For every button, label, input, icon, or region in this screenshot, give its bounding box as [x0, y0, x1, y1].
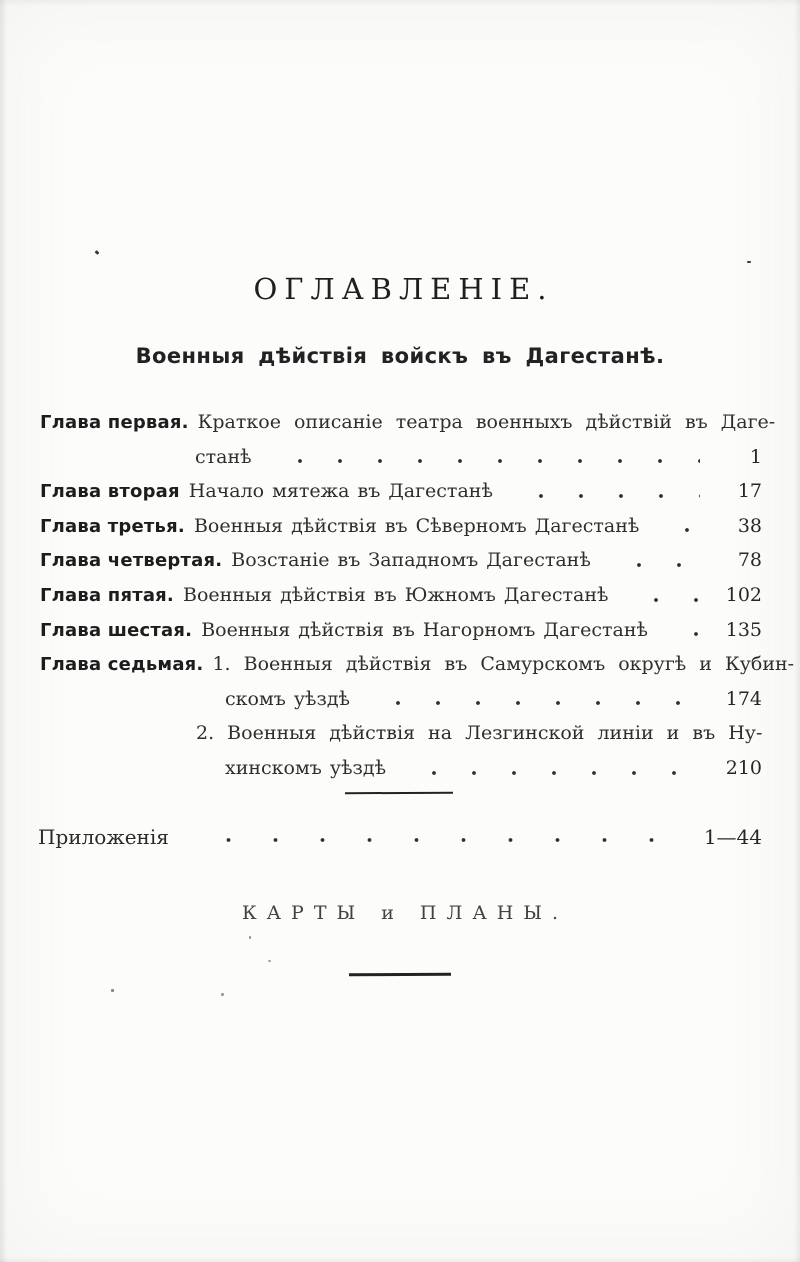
scan-speck	[111, 989, 114, 992]
page-title: ОГЛАВЛЕНІЕ.	[253, 272, 554, 306]
table-of-contents	[40, 405, 795, 786]
chapter-label: Глава четвертая.	[40, 550, 223, 572]
toc-row	[40, 543, 762, 578]
dot-leaders	[366, 682, 700, 717]
chapter-title-continued: станѣ	[195, 445, 252, 468]
appendix-label: Приложенія	[38, 825, 169, 849]
chapter-title: 2. Военныя дѣйствія на Лезгинской линіи и въ Ну-	[196, 722, 763, 745]
chapter-label: Глава седьмая.	[40, 654, 204, 676]
page-number: 1	[749, 445, 762, 468]
chapter-label: Глава первая.	[40, 412, 189, 433]
toc-row	[40, 578, 762, 613]
scan-speck	[221, 993, 224, 996]
scan-speck	[268, 960, 271, 962]
chapter-title: Военныя дѣйствія въ Нагорномъ Дагестанѣ	[201, 618, 648, 641]
chapter-title-continued: хинскомъ уѣздѣ	[225, 756, 387, 779]
chapter-title: Военныя дѣйствія въ Сѣверномъ Дагестанѣ	[193, 514, 640, 537]
scan-speck	[747, 261, 751, 263]
dot-leaders	[268, 440, 700, 475]
toc-row	[40, 440, 762, 475]
dot-leaders	[509, 474, 700, 509]
dot-leaders	[664, 613, 700, 648]
chapter-title: Начало мятежа въ Дагестанѣ	[188, 480, 493, 503]
chapter-title: Краткое описаніе театра военныхъ дѣйствій въ Даге-	[197, 411, 776, 433]
chapter-label: Глава третья.	[40, 515, 185, 537]
scan-speck	[95, 250, 100, 255]
chapter-title: Возстаніе въ Западномъ Дагестанѣ	[231, 549, 591, 572]
page-number: 38	[737, 514, 762, 537]
toc-row	[40, 682, 762, 717]
page-subtitle: Военныя дѣйствія войскъ въ Дагестанѣ.	[135, 344, 665, 368]
dot-leaders	[199, 822, 678, 852]
chapter-label: Глава вторая	[40, 481, 180, 503]
page-number: 17	[737, 480, 762, 503]
page-number: 135	[725, 618, 762, 641]
chapter-title: Военныя дѣйствія въ Южномъ Дагестанѣ	[182, 583, 609, 606]
toc-row	[40, 613, 762, 648]
dot-leaders	[607, 543, 700, 578]
dot-leaders	[402, 751, 700, 786]
chapter-title-continued: скомъ уѣздѣ	[225, 687, 351, 710]
chapter-label: Глава шестая.	[40, 619, 193, 641]
appendix-page-range: 1—44	[703, 825, 762, 849]
toc-row	[40, 509, 762, 544]
divider-rule	[349, 973, 451, 977]
maps-and-plans-heading: КАРТЫ и ПЛАНЫ.	[241, 902, 569, 924]
toc-row	[40, 716, 762, 751]
toc-row	[40, 647, 795, 682]
dot-leaders	[655, 509, 700, 544]
toc-row	[40, 751, 762, 786]
page-number: 78	[737, 549, 762, 572]
chapter-label: Глава пятая.	[40, 584, 174, 606]
toc-row	[40, 474, 762, 509]
page-number: 210	[725, 756, 762, 779]
page-number: 102	[725, 583, 762, 606]
appendix-row	[38, 822, 762, 852]
toc-row	[40, 405, 776, 440]
dot-leaders	[624, 578, 700, 613]
chapter-title: 1. Военныя дѣйствія въ Самурскомъ округѣ и Кубин-	[212, 653, 795, 676]
scan-speck	[249, 936, 251, 939]
page-number: 174	[725, 687, 762, 710]
divider-rule	[345, 792, 453, 794]
